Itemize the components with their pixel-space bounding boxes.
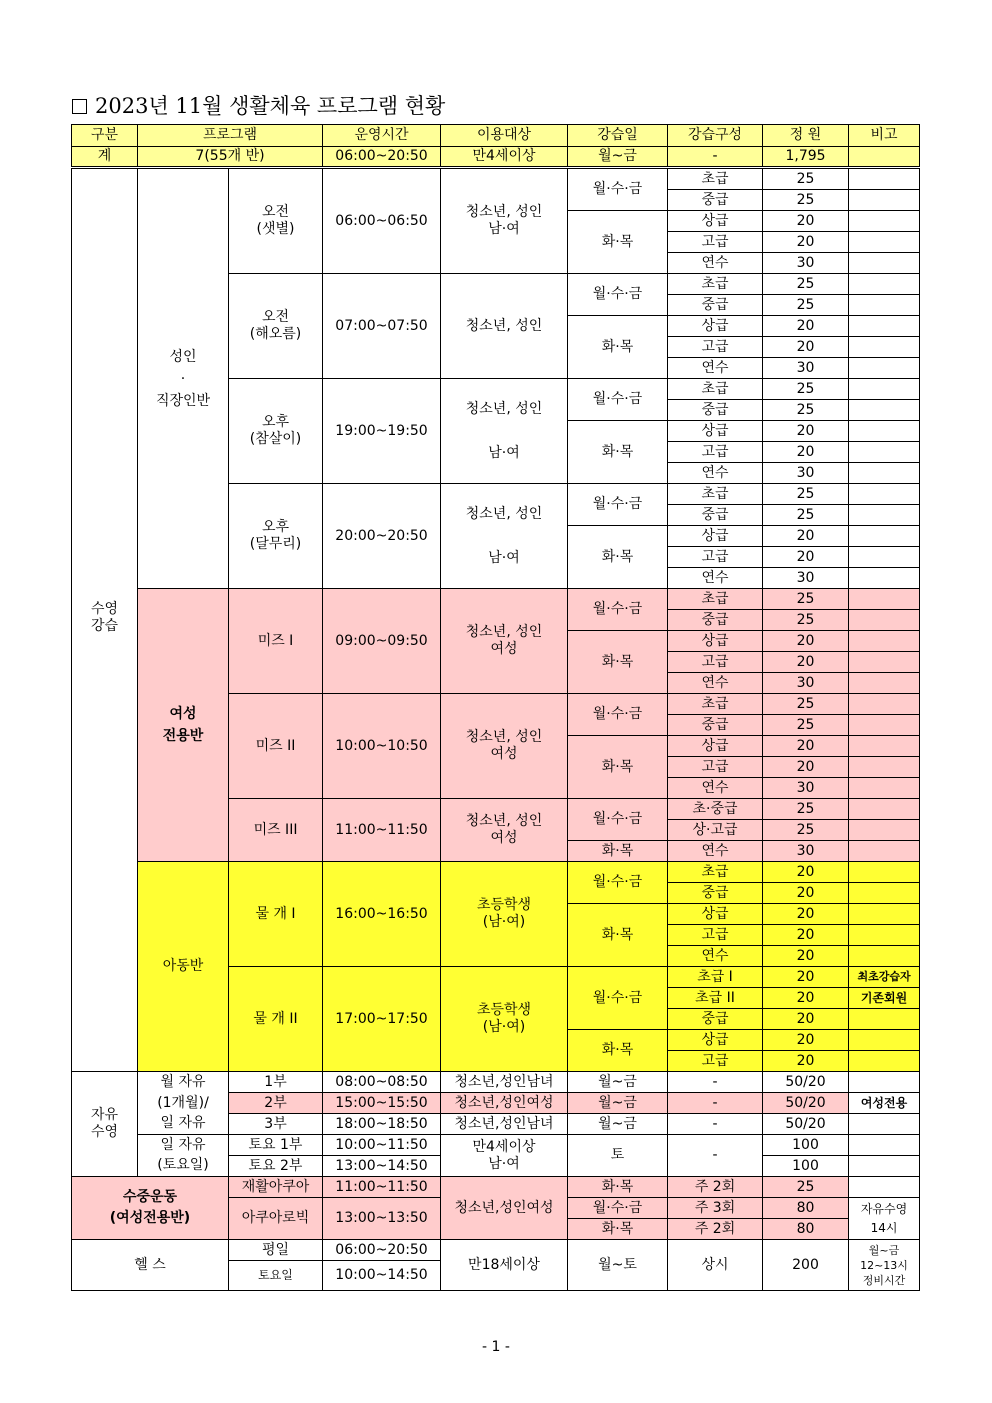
program-day: 화·목: [568, 631, 668, 694]
note: [849, 652, 920, 673]
note: [849, 820, 920, 841]
summary-composition: -: [668, 147, 763, 168]
capacity: 20: [763, 547, 849, 568]
note: [849, 168, 920, 190]
header-composition: 강습구성: [668, 125, 763, 147]
capacity: 25: [763, 694, 849, 715]
note: [849, 694, 920, 715]
level: 연수: [668, 673, 763, 694]
summary-time: 06:00~20:50: [323, 147, 441, 168]
free-composition: -: [668, 1135, 763, 1177]
free-part: 토요 1부: [229, 1135, 323, 1156]
program-table: [71, 124, 920, 1291]
note: [849, 400, 920, 421]
aqua-target: 청소년,성인여성: [441, 1177, 568, 1240]
free-time: 18:00~18:50: [323, 1114, 441, 1135]
level: 상급: [668, 904, 763, 925]
level: 상급: [668, 211, 763, 232]
level: 연수: [668, 253, 763, 274]
free-day: 월~금: [568, 1114, 668, 1135]
adult-group: 성인 · 직장인반: [138, 168, 229, 589]
free-target: 청소년,성인남녀: [441, 1114, 568, 1135]
level: 상·고급: [668, 820, 763, 841]
program-day: 화·목: [568, 1030, 668, 1072]
aqua-capacity: 80: [763, 1219, 849, 1240]
note: [849, 841, 920, 862]
free-swim-category: 자유 수영: [72, 1072, 138, 1177]
capacity: 25: [763, 820, 849, 841]
capacity: 25: [763, 505, 849, 526]
program-target: 청소년, 성인 남·여: [441, 168, 568, 274]
title-text: 2023년 11월 생활체육 프로그램 현황: [95, 94, 446, 118]
free-note: [849, 1072, 920, 1093]
capacity: 20: [763, 946, 849, 967]
level: 초·중급: [668, 799, 763, 820]
capacity: 20: [763, 211, 849, 232]
free-note: 여성전용: [849, 1093, 920, 1114]
note: [849, 274, 920, 295]
program-name: 미즈 III: [229, 799, 323, 862]
note: [849, 568, 920, 589]
summary-row: [72, 147, 920, 168]
free-daily-label: 일 자유: [138, 1135, 229, 1156]
note: [849, 547, 920, 568]
header-note: 비고: [849, 125, 920, 147]
capacity: 30: [763, 463, 849, 484]
free-part: 토요 2부: [229, 1156, 323, 1177]
level: 고급: [668, 925, 763, 946]
program-target: 청소년, 성인 여성: [441, 694, 568, 799]
free-capacity: 50/20: [763, 1093, 849, 1114]
summary-program: 7(55개 반): [138, 147, 323, 168]
level: 고급: [668, 757, 763, 778]
program-time: 19:00~19:50: [323, 379, 441, 484]
capacity: 30: [763, 358, 849, 379]
level: 초급: [668, 274, 763, 295]
note: [849, 190, 920, 211]
women-group: 여성 전용반: [138, 589, 229, 862]
health-composition: 상시: [668, 1240, 763, 1291]
capacity: 30: [763, 673, 849, 694]
note: [849, 673, 920, 694]
program-name: 오전 (샛별): [229, 168, 323, 274]
program-day: 월·수·금: [568, 484, 668, 526]
note: [849, 526, 920, 547]
swim-category: 수영 강습: [72, 168, 138, 1072]
level: 초급 I: [668, 967, 763, 988]
program-day: 화·목: [568, 841, 668, 862]
program-name: 오후 (달무리): [229, 484, 323, 589]
aqua-name: 아쿠아로빅: [229, 1198, 323, 1240]
note: [849, 295, 920, 316]
capacity: 25: [763, 610, 849, 631]
health-saturday: 토요일: [229, 1261, 323, 1291]
note: [849, 463, 920, 484]
capacity: 25: [763, 274, 849, 295]
capacity: 20: [763, 442, 849, 463]
capacity: 30: [763, 568, 849, 589]
capacity: 25: [763, 400, 849, 421]
health-day: 월~토: [568, 1240, 668, 1291]
free-day: 월~금: [568, 1072, 668, 1093]
program-time: 17:00~17:50: [323, 967, 441, 1072]
note: [849, 757, 920, 778]
level: 중급: [668, 295, 763, 316]
level: 연수: [668, 358, 763, 379]
level: 초급: [668, 379, 763, 400]
capacity: 30: [763, 253, 849, 274]
health-weekday: 평일: [229, 1240, 323, 1261]
note: [849, 589, 920, 610]
note: [849, 883, 920, 904]
aqua-time: 11:00~11:50: [323, 1177, 441, 1198]
level: 연수: [668, 568, 763, 589]
capacity: 25: [763, 799, 849, 820]
aqua-day: 화·목: [568, 1177, 668, 1198]
summary-capacity: 1,795: [763, 147, 849, 168]
note: [849, 631, 920, 652]
aqua-capacity: 25: [763, 1177, 849, 1198]
level: 고급: [668, 547, 763, 568]
free-note: [849, 1135, 920, 1156]
program-target: 청소년, 성인 여성: [441, 799, 568, 862]
note: [849, 211, 920, 232]
free-capacity: 50/20: [763, 1072, 849, 1093]
capacity: 20: [763, 757, 849, 778]
program-day: 월·수·금: [568, 168, 668, 211]
level: 상급: [668, 631, 763, 652]
level: 상급: [668, 526, 763, 547]
level: 고급: [668, 337, 763, 358]
level: 고급: [668, 442, 763, 463]
free-note: [849, 1156, 920, 1177]
level: 연수: [668, 841, 763, 862]
note: [849, 484, 920, 505]
level: 상급: [668, 316, 763, 337]
program-day: 월·수·금: [568, 589, 668, 631]
note: [849, 862, 920, 883]
note: 기존회원: [849, 988, 920, 1009]
program-target: 초등학생 (남·여): [441, 862, 568, 967]
level: 초급: [668, 862, 763, 883]
free-day: 토: [568, 1135, 668, 1177]
capacity: 30: [763, 778, 849, 799]
note: [849, 379, 920, 400]
program-day: 월·수·금: [568, 862, 668, 904]
program-target: 청소년, 성인 여성: [441, 589, 568, 694]
program-time: 06:00~06:50: [323, 168, 441, 274]
level: 중급: [668, 715, 763, 736]
summary-target: 만4세이상: [441, 147, 568, 168]
aqua-capacity: 80: [763, 1198, 849, 1219]
program-day: 화·목: [568, 211, 668, 274]
aqua-composition: 주 2회: [668, 1177, 763, 1198]
capacity: 20: [763, 1030, 849, 1051]
header-day: 강습일: [568, 125, 668, 147]
free-time: 08:00~08:50: [323, 1072, 441, 1093]
free-time: 13:00~14:50: [323, 1156, 441, 1177]
program-time: 16:00~16:50: [323, 862, 441, 967]
capacity: 25: [763, 484, 849, 505]
note: [849, 799, 920, 820]
note: [849, 610, 920, 631]
header-category: 구분: [72, 125, 138, 147]
note: [849, 421, 920, 442]
aqua-note: 자유수영 14시: [849, 1198, 920, 1240]
health-target: 만18세이상: [441, 1240, 568, 1291]
program-target: 청소년, 성인: [441, 274, 568, 379]
aqua-composition: 주 3회: [668, 1198, 763, 1219]
capacity: 20: [763, 631, 849, 652]
program-name: 오전 (해오름): [229, 274, 323, 379]
free-composition: -: [668, 1072, 763, 1093]
level: 중급: [668, 883, 763, 904]
health-capacity: 200: [763, 1240, 849, 1291]
header-program: 프로그램: [138, 125, 323, 147]
aqua-time: 13:00~13:50: [323, 1198, 441, 1240]
program-time: 07:00~07:50: [323, 274, 441, 379]
program-name: 오후 (참살이): [229, 379, 323, 484]
note: [849, 337, 920, 358]
header-row: [72, 125, 920, 147]
free-part: 3부: [229, 1114, 323, 1135]
free-composition: -: [668, 1093, 763, 1114]
program-name: 미즈 II: [229, 694, 323, 799]
level: 중급: [668, 1009, 763, 1030]
level: 초급: [668, 694, 763, 715]
program-day: 월·수·금: [568, 799, 668, 841]
level: 고급: [668, 232, 763, 253]
note: [849, 316, 920, 337]
level: 초급: [668, 484, 763, 505]
program-day: 화·목: [568, 904, 668, 967]
level: 초급: [668, 168, 763, 190]
capacity: 25: [763, 379, 849, 400]
aqua-category: 수중운동 (여성전용반): [72, 1177, 229, 1240]
health-weekday-time: 06:00~20:50: [323, 1240, 441, 1261]
health-saturday-time: 10:00~14:50: [323, 1261, 441, 1291]
note: [849, 925, 920, 946]
capacity: 20: [763, 1051, 849, 1072]
aqua-note: [849, 1177, 920, 1198]
capacity: 20: [763, 925, 849, 946]
free-day: 월~금: [568, 1093, 668, 1114]
capacity: 25: [763, 295, 849, 316]
level: 상급: [668, 421, 763, 442]
free-monthly-label: (1개월)/: [138, 1093, 229, 1114]
level: 중급: [668, 505, 763, 526]
program-day: 화·목: [568, 421, 668, 484]
free-time: 10:00~11:50: [323, 1135, 441, 1156]
program-time: 20:00~20:50: [323, 484, 441, 589]
aqua-day: 화·목: [568, 1219, 668, 1240]
capacity: 25: [763, 190, 849, 211]
level: 연수: [668, 778, 763, 799]
level: 연수: [668, 946, 763, 967]
page-number: - 1 -: [482, 1339, 510, 1355]
free-capacity: 50/20: [763, 1114, 849, 1135]
level: 초급: [668, 589, 763, 610]
note: [849, 946, 920, 967]
note: [849, 736, 920, 757]
free-daily-label: (토요일): [138, 1156, 229, 1177]
header-time: 운영시간: [323, 125, 441, 147]
note: [849, 505, 920, 526]
note: [849, 1030, 920, 1051]
capacity: 20: [763, 337, 849, 358]
note: [849, 778, 920, 799]
note: 최초강습자: [849, 967, 920, 988]
capacity: 20: [763, 904, 849, 925]
capacity: 20: [763, 988, 849, 1009]
level: 연수: [668, 463, 763, 484]
program-time: 11:00~11:50: [323, 799, 441, 862]
summary-label: 계: [72, 147, 138, 168]
program-time: 09:00~09:50: [323, 589, 441, 694]
level: 상급: [668, 1030, 763, 1051]
free-part: 2부: [229, 1093, 323, 1114]
capacity: 20: [763, 883, 849, 904]
note: [849, 253, 920, 274]
level: 초급 II: [668, 988, 763, 1009]
header-target: 이용대상: [441, 125, 568, 147]
summary-day: 월~금: [568, 147, 668, 168]
header-capacity: 정 원: [763, 125, 849, 147]
summary-note: [849, 147, 920, 168]
program-day: 화·목: [568, 316, 668, 379]
free-capacity: 100: [763, 1135, 849, 1156]
level: 고급: [668, 1051, 763, 1072]
free-composition: -: [668, 1114, 763, 1135]
kids-group: 아동반: [138, 862, 229, 1072]
free-monthly-label: 일 자유: [138, 1114, 229, 1135]
program-time: 10:00~10:50: [323, 694, 441, 799]
table-row: [72, 168, 920, 190]
note: [849, 232, 920, 253]
capacity: 25: [763, 168, 849, 190]
note: [849, 358, 920, 379]
capacity: 20: [763, 862, 849, 883]
capacity: 20: [763, 652, 849, 673]
program-name: 물 개 I: [229, 862, 323, 967]
program-day: 화·목: [568, 736, 668, 799]
free-note: [849, 1114, 920, 1135]
level: 중급: [668, 610, 763, 631]
program-day: 월·수·금: [568, 967, 668, 1030]
program-name: 물 개 II: [229, 967, 323, 1072]
capacity: 20: [763, 316, 849, 337]
aqua-composition: 주 2회: [668, 1219, 763, 1240]
note: [849, 1051, 920, 1072]
program-day: 화·목: [568, 526, 668, 589]
note: [849, 442, 920, 463]
capacity: 20: [763, 526, 849, 547]
capacity: 20: [763, 1009, 849, 1030]
program-target: 초등학생 (남·여): [441, 967, 568, 1072]
capacity: 20: [763, 736, 849, 757]
health-category: 헬 스: [72, 1240, 229, 1291]
program-day: 월·수·금: [568, 694, 668, 736]
level: 중급: [668, 400, 763, 421]
health-note: 월~금 12~13시 정비시간: [849, 1240, 920, 1291]
capacity: 20: [763, 421, 849, 442]
capacity: 20: [763, 232, 849, 253]
free-capacity: 100: [763, 1156, 849, 1177]
free-monthly-label: 월 자유: [138, 1072, 229, 1093]
free-target: 청소년,성인남녀: [441, 1072, 568, 1093]
free-time: 15:00~15:50: [323, 1093, 441, 1114]
page-title: [72, 90, 445, 120]
program-name: 미즈 I: [229, 589, 323, 694]
program-day: 월·수·금: [568, 274, 668, 316]
note: [849, 715, 920, 736]
level: 고급: [668, 652, 763, 673]
note: [849, 904, 920, 925]
level: 중급: [668, 190, 763, 211]
program-target: 청소년, 성인 남·여: [441, 484, 568, 589]
capacity: 20: [763, 967, 849, 988]
note: [849, 1009, 920, 1030]
aqua-name: 재활아쿠아: [229, 1177, 323, 1198]
capacity: 25: [763, 715, 849, 736]
level: 상급: [668, 736, 763, 757]
free-part: 1부: [229, 1072, 323, 1093]
capacity: 30: [763, 841, 849, 862]
aqua-day: 월·수·금: [568, 1198, 668, 1219]
program-target: 청소년, 성인 남·여: [441, 379, 568, 484]
free-target: 만4세이상 남·여: [441, 1135, 568, 1177]
free-target: 청소년,성인여성: [441, 1093, 568, 1114]
checkbox-icon: [72, 99, 87, 114]
capacity: 25: [763, 589, 849, 610]
program-day: 월·수·금: [568, 379, 668, 421]
